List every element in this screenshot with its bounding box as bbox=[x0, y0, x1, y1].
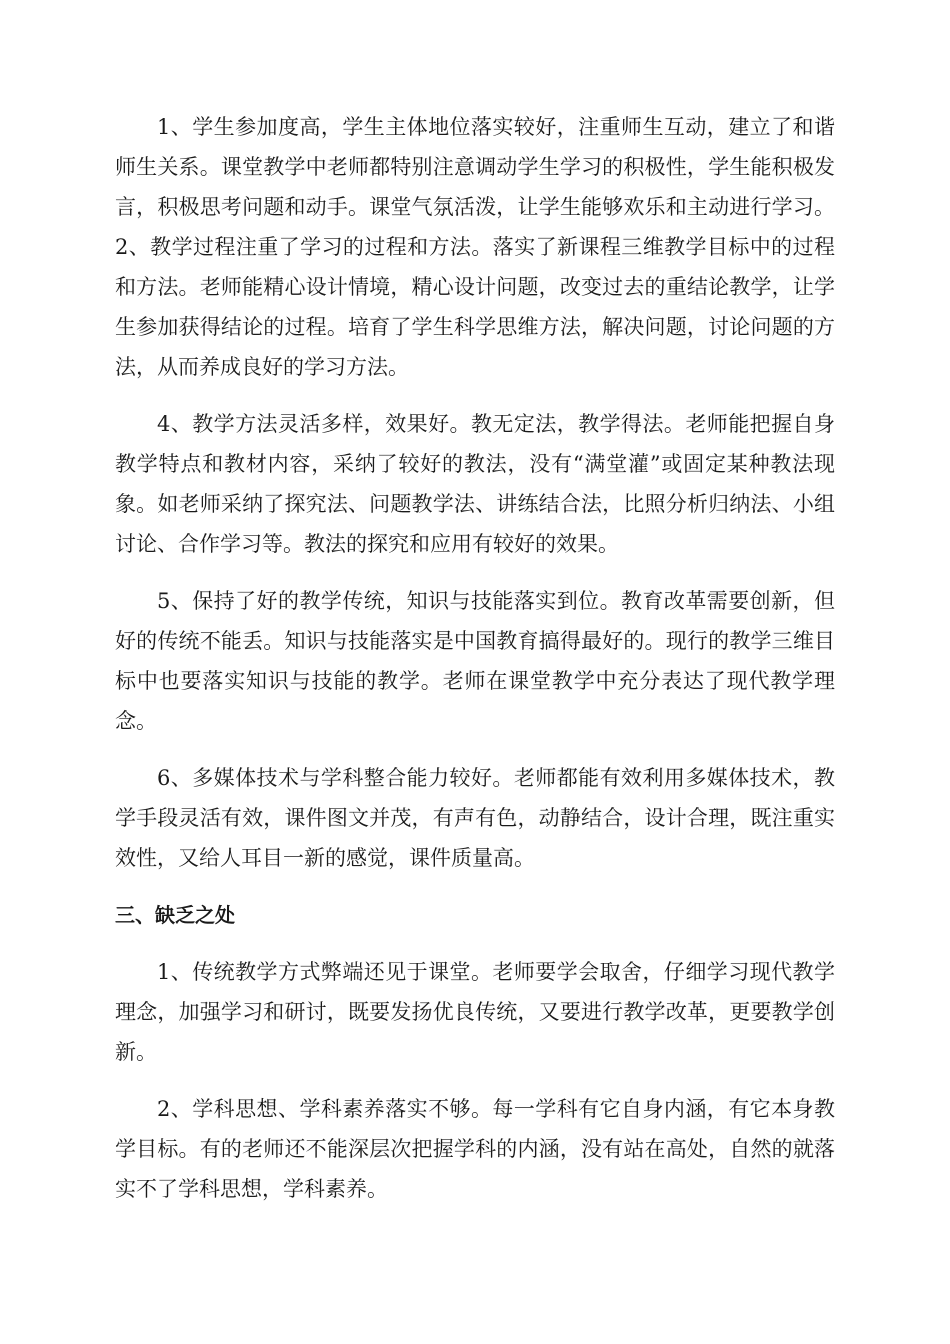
section-heading-shortcomings: 三、缺乏之处 bbox=[115, 903, 235, 927]
paragraph-strength-6: 6、多媒体技术与学科整合能力较好。老师都能有效利用多媒体技术，教学手段灵活有效，课件图文并茂，有声有色，动静结合，设计合理，既注重实效性，又给人耳目一新的感觉，课件质量高。 bbox=[115, 766, 835, 870]
paragraph-shortcoming-2: 2、学科思想、学科素养落实不够。每一学科有它自身内涵，有它本身教学目标。有的老师还不能深层次把握学科的内涵，没有站在高处，自然的就落实不了学科思想，学科素养。 bbox=[115, 1097, 835, 1201]
paragraph-strengths-1-2: 1、学生参加度高，学生主体地位落实较好，注重师生互动，建立了和谐师生关系。课堂教学中老师都特别注意调动学生学习的积极性，学生能积极发言，积极思考问题和动手。课堂气氛活泼，让学生能够欢乐和主动进行学习。2、教学过程注重了学习的过程和方法。落实了新课程三维教学目标中的过程和方法。老师能精心设计情境，精心设计问题，改变过去的重结论教学，让学生参加获得结论的过程。培育了学生科学思维方法，解决问题，讨论问题的方法，从而养成良好的学习方法。 bbox=[115, 115, 835, 379]
paragraph-strength-4: 4、教学方法灵活多样，效果好。教无定法，教学得法。老师能把握自身教学特点和教材内容，采纳了较好的教法，没有“满堂灌”或固定某种教法现象。如老师采纳了探究法、问题教学法、讲练结合法，比照分析归纳法、小组讨论、合作学习等。教法的探究和应用有较好的效果。 bbox=[115, 412, 835, 556]
paragraph-shortcoming-1: 1、传统教学方式弊端还见于课堂。老师要学会取舍，仔细学习现代教学理念，加强学习和研讨，既要发扬优良传统，又要进行教学改革，更要教学创新。 bbox=[115, 960, 835, 1064]
document-page bbox=[115, 107, 835, 1226]
paragraph-strength-5: 5、保持了好的教学传统，知识与技能落实到位。教育改革需要创新，但好的传统不能丢。知识与技能落实是中国教育搞得最好的。现行的教学三维目标中也要落实知识与技能的教学。老师在课堂教学中充分表达了现代教学理念。 bbox=[115, 589, 835, 733]
